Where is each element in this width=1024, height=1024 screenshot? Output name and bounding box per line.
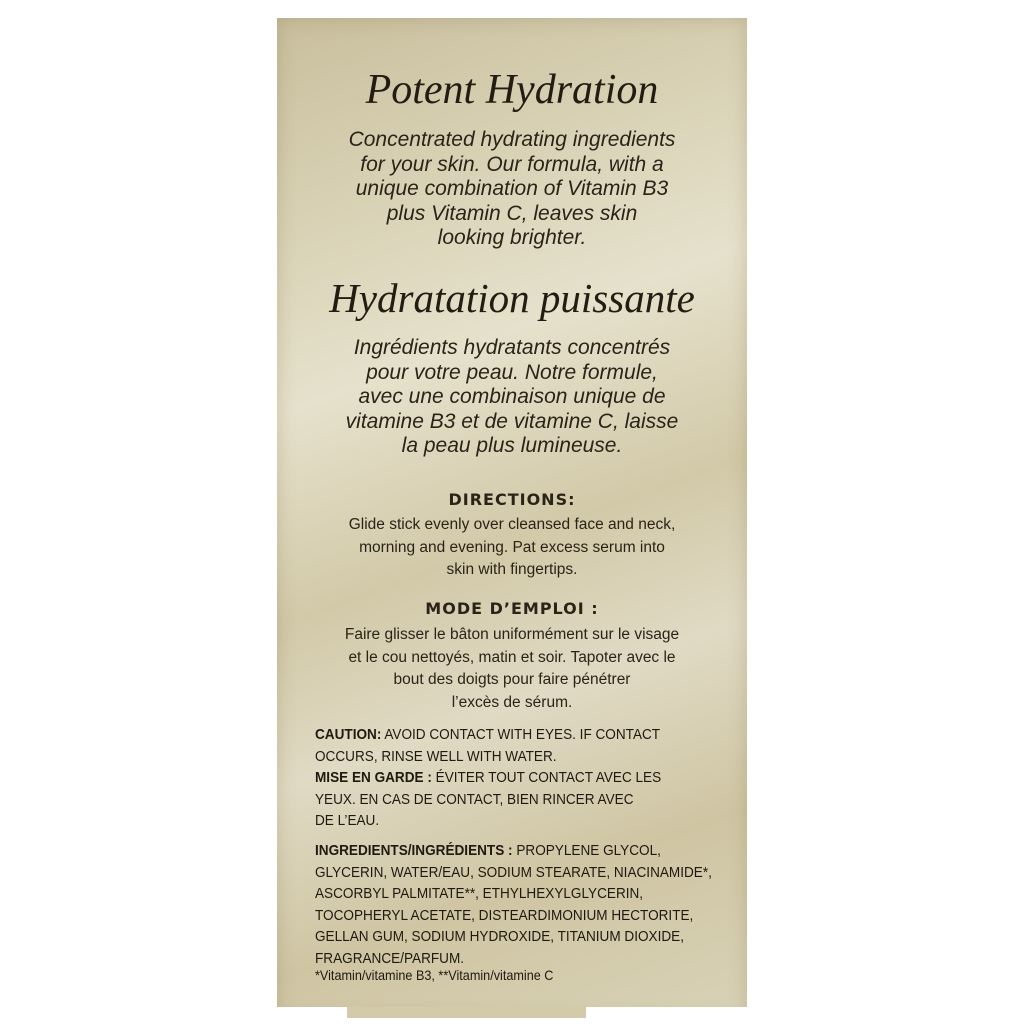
english-intro xyxy=(295,128,729,251)
english-intro-line: unique combination of Vitamin B3 xyxy=(355,177,669,200)
ingredients-line: ASCORBYL PALMITATE**, ETHYLHEXYLGLYCERIN, xyxy=(315,886,644,902)
ingredients-line: GLYCERIN, WATER/EAU, SODIUM STEARATE, NIACINAMIDE*, xyxy=(315,864,712,881)
package-back-panel xyxy=(277,18,747,1018)
directions-line: morning and evening. Pat excess serum into xyxy=(359,538,665,556)
package-bottom-flap-left xyxy=(277,1007,347,1018)
mode-emploi-line: bout des doigts pour faire pénétrer xyxy=(393,671,631,688)
directions-line: Glide stick evenly over cleansed face and neck, xyxy=(348,516,676,533)
english-intro-line: plus Vitamin C, leaves skin xyxy=(386,201,638,225)
mode-emploi-line: et le cou nettoyés, matin et soir. Tapoter avec le xyxy=(348,648,676,666)
caution-text: AVOID CONTACT WITH EYES. IF CONTACT xyxy=(381,727,661,743)
french-heading: Hydratation puissante xyxy=(329,275,695,321)
mode-emploi-title: MODE D’EMPLOI : xyxy=(425,599,599,618)
directions-title: DIRECTIONS: xyxy=(448,490,576,509)
vitamin-footnote: *Vitamin/vitamine B3, **Vitamin/vitamine C xyxy=(315,968,554,983)
ingredients-text: PROPYLENE GLYCOL, xyxy=(512,843,661,859)
french-intro xyxy=(295,336,729,459)
mise-en-garde-text: ÉVITER TOUT CONTACT AVEC LES xyxy=(431,770,662,786)
caution-label: CAUTION: xyxy=(315,727,382,743)
mise-en-garde-label: MISE EN GARDE : xyxy=(315,770,432,786)
directions-line: skin with fingertips. xyxy=(446,561,578,578)
english-intro-line: for your skin. Our formula, with a xyxy=(360,152,664,176)
french-intro-line: vitamine B3 et de vitamine C, laisse xyxy=(345,409,679,433)
mode-emploi-line: l’excès de sérum. xyxy=(451,693,573,711)
english-heading: Potent Hydration xyxy=(365,67,659,113)
mise-en-garde-line xyxy=(315,768,696,790)
package-bottom-tab xyxy=(347,1007,586,1018)
english-intro-line: looking brighter. xyxy=(437,226,587,249)
mode-emploi-text xyxy=(299,624,725,714)
french-intro-line: avec une combinaison unique de xyxy=(358,385,666,408)
english-intro-line: Concentrated hydrating ingredients xyxy=(348,128,676,151)
caution-warning xyxy=(315,725,696,768)
ingredients-line: GELLAN GUM, SODIUM HYDROXIDE, TITANIUM DIOXIDE, xyxy=(315,929,685,945)
mode-emploi-line: Faire glisser le bâton uniformément sur le visage xyxy=(344,626,680,643)
ingredients-line: FRAGRANCE/PARFUM. xyxy=(315,950,465,967)
package-bottom-flap-right xyxy=(586,1007,747,1018)
caution-line xyxy=(315,725,696,747)
mise-en-garde-warning xyxy=(315,768,696,833)
french-intro-line: pour votre peau. Notre formule, xyxy=(366,360,658,384)
mise-en-garde-line: DE L’EAU. xyxy=(315,813,380,829)
mise-en-garde-line: YEUX. EN CAS DE CONTACT, BIEN RINCER AVEC xyxy=(315,791,634,808)
ingredients-line xyxy=(315,841,696,863)
ingredients-list xyxy=(315,841,712,970)
ingredients-label: INGREDIENTS/INGRÉDIENTS : xyxy=(315,843,513,859)
directions-text xyxy=(299,514,725,582)
french-intro-line: la peau plus lumineuse. xyxy=(401,434,623,457)
caution-line: OCCURS, RINSE WELL WITH WATER. xyxy=(315,748,557,765)
french-intro-line: Ingrédients hydratants concentrés xyxy=(353,336,671,359)
ingredients-line: TOCOPHERYL ACETATE, DISTEARDIMONIUM HECTORITE, xyxy=(315,907,694,924)
